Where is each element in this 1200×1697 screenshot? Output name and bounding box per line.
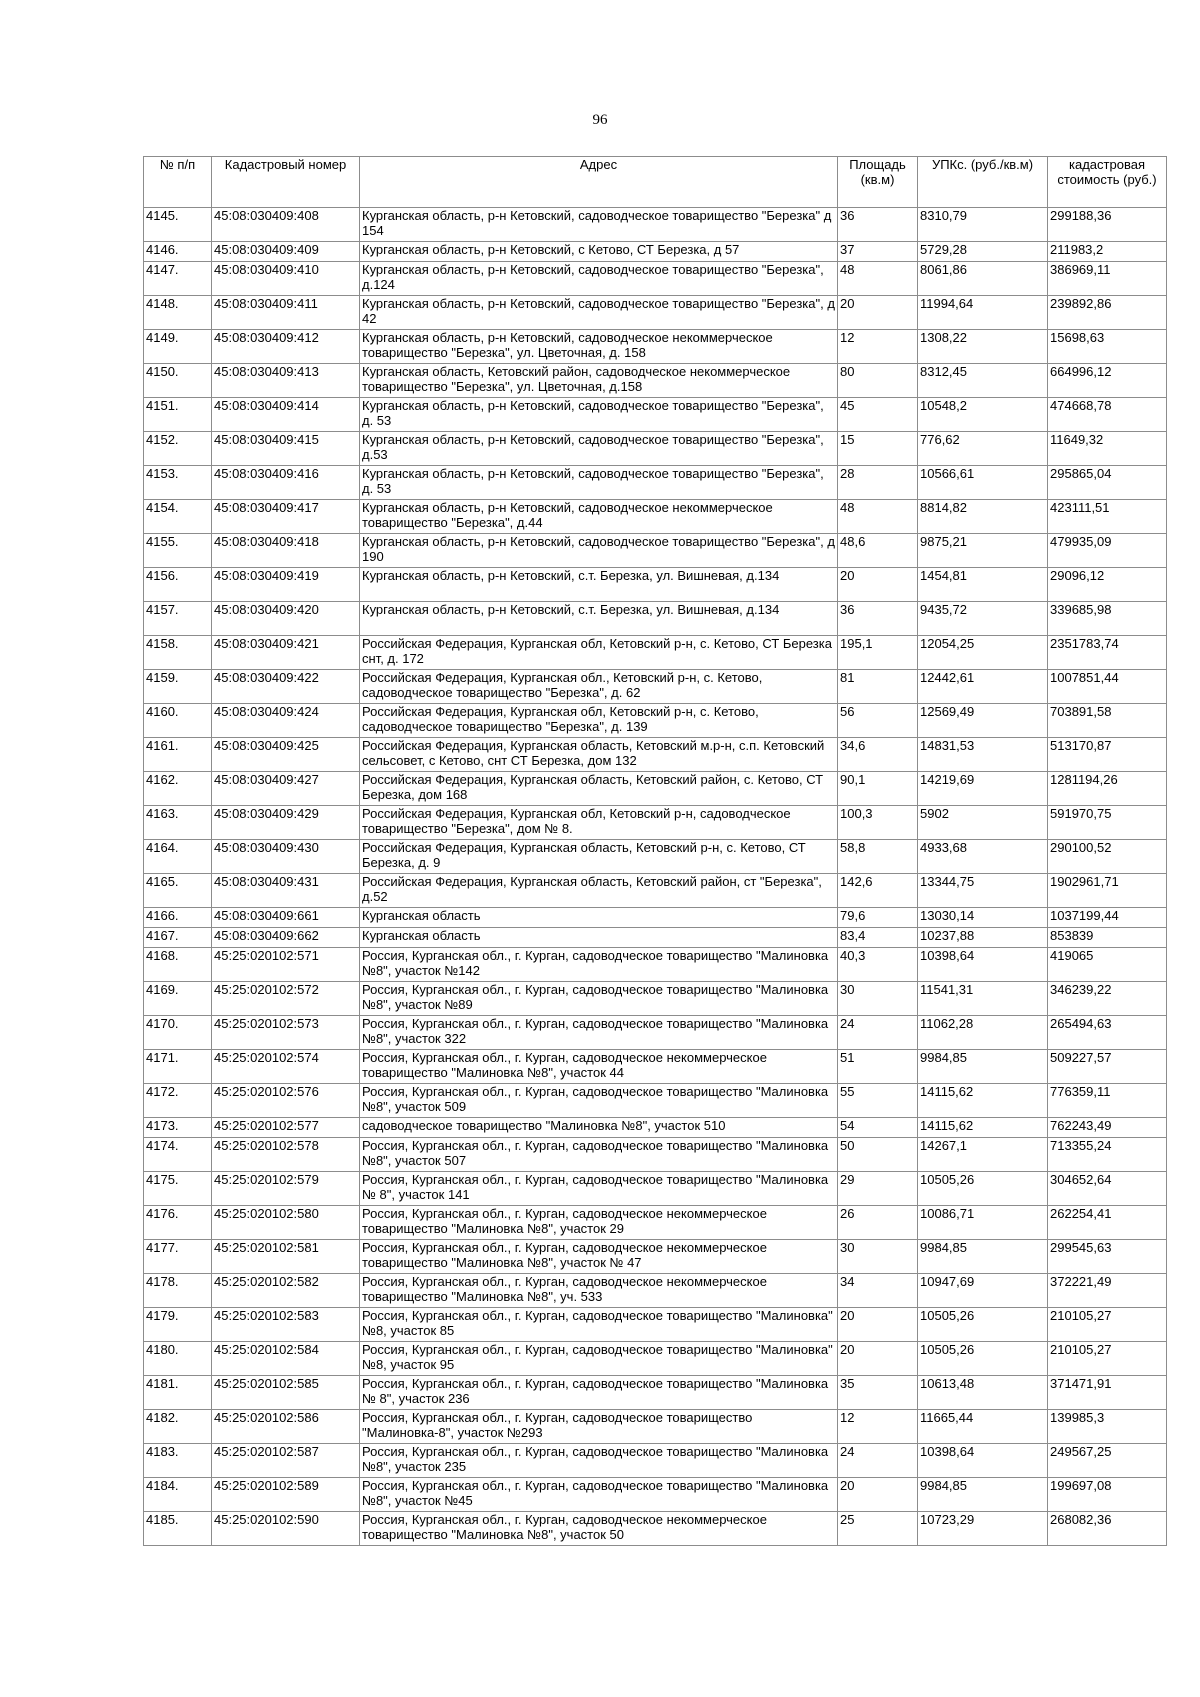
table-row [144, 1308, 1167, 1342]
table-row [144, 398, 1167, 432]
cell-cadastral-value: 776359,11 [1048, 1084, 1167, 1118]
cell-cadastral-value: 664996,12 [1048, 364, 1167, 398]
cell-row-index: 4152. [144, 432, 212, 466]
cell-upks: 12442,61 [918, 670, 1048, 704]
cell-upks: 11994,64 [918, 296, 1048, 330]
cell-cadastral-value: 703891,58 [1048, 704, 1167, 738]
page-number: 96 [592, 112, 608, 128]
cell-upks: 11541,31 [918, 982, 1048, 1016]
cell-row-index: 4165. [144, 874, 212, 908]
cell-area: 40,3 [838, 948, 918, 982]
cell-cadastral-value: 1902961,71 [1048, 874, 1167, 908]
cell-area: 25 [838, 1512, 918, 1546]
cell-area: 50 [838, 1138, 918, 1172]
cell-address: Россия, Курганская обл., г. Курган, садоводческое товарищество "Малиновка №8", участок 235 [360, 1444, 838, 1478]
cell-area: 51 [838, 1050, 918, 1084]
cell-cadastral-number: 45:25:020102:581 [212, 1240, 360, 1274]
cell-upks: 10398,64 [918, 948, 1048, 982]
table-row [144, 296, 1167, 330]
cell-cadastral-number: 45:08:030409:410 [212, 262, 360, 296]
cell-area: 34,6 [838, 738, 918, 772]
cell-upks: 10566,61 [918, 466, 1048, 500]
cell-cadastral-number: 45:08:030409:422 [212, 670, 360, 704]
cell-address: Российская Федерация, Курганская обл, Кетовский р-н, с. Кетово, садоводческое товарищество "Березка", д. 139 [360, 704, 838, 738]
table-header-row [144, 157, 1167, 208]
cell-cadastral-value: 591970,75 [1048, 806, 1167, 840]
cell-cadastral-number: 45:08:030409:418 [212, 534, 360, 568]
cell-address: Курганская область, р-н Кетовский, садоводческое товарищество "Березка", д. 53 [360, 466, 838, 500]
cell-area: 142,6 [838, 874, 918, 908]
cell-cadastral-value: 199697,08 [1048, 1478, 1167, 1512]
table-row [144, 1342, 1167, 1376]
header-address: Адрес [360, 157, 838, 208]
cell-row-index: 4184. [144, 1478, 212, 1512]
cell-area: 55 [838, 1084, 918, 1118]
cell-cadastral-number: 45:25:020102:587 [212, 1444, 360, 1478]
cell-area: 54 [838, 1118, 918, 1138]
cell-area: 56 [838, 704, 918, 738]
header-upks: УПКс. (руб./кв.м) [918, 157, 1048, 208]
cell-row-index: 4182. [144, 1410, 212, 1444]
cell-address: Курганская область, р-н Кетовский, садоводческое товарищество "Березка", д.124 [360, 262, 838, 296]
cell-cadastral-value: 1281194,26 [1048, 772, 1167, 806]
cell-address: Курганская область, р-н Кетовский, садоводческое товарищество "Березка", д.53 [360, 432, 838, 466]
cell-row-index: 4171. [144, 1050, 212, 1084]
cell-upks: 10398,64 [918, 1444, 1048, 1478]
cell-upks: 11062,28 [918, 1016, 1048, 1050]
cell-row-index: 4181. [144, 1376, 212, 1410]
cell-address: Россия, Курганская обл., г. Курган, садоводческое товарищество "Малиновка №8", участок 509 [360, 1084, 838, 1118]
cell-area: 12 [838, 1410, 918, 1444]
cell-address: Курганская область, р-н Кетовский, садоводческое некоммерческое товарищество "Березка", д.44 [360, 500, 838, 534]
cell-address: Российская Федерация, Курганская область, Кетовский р-н, с. Кетово, СТ Березка, д. 9 [360, 840, 838, 874]
cell-cadastral-value: 29096,12 [1048, 568, 1167, 602]
cell-cadastral-value: 853839 [1048, 928, 1167, 948]
cell-cadastral-number: 45:25:020102:586 [212, 1410, 360, 1444]
cell-area: 20 [838, 296, 918, 330]
cell-cadastral-value: 371471,91 [1048, 1376, 1167, 1410]
table-row [144, 704, 1167, 738]
cell-upks: 8061,86 [918, 262, 1048, 296]
cell-cadastral-number: 45:08:030409:409 [212, 242, 360, 262]
table-row [144, 330, 1167, 364]
cell-row-index: 4176. [144, 1206, 212, 1240]
cell-upks: 13030,14 [918, 908, 1048, 928]
cell-cadastral-value: 239892,86 [1048, 296, 1167, 330]
cell-address: Курганская область, р-н Кетовский, садоводческое товарищество "Березка" д 154 [360, 208, 838, 242]
cell-row-index: 4166. [144, 908, 212, 928]
table-row [144, 602, 1167, 636]
cell-cadastral-number: 45:25:020102:572 [212, 982, 360, 1016]
cell-cadastral-number: 45:25:020102:577 [212, 1118, 360, 1138]
cell-area: 12 [838, 330, 918, 364]
cell-cadastral-value: 265494,63 [1048, 1016, 1167, 1050]
cell-area: 100,3 [838, 806, 918, 840]
cell-row-index: 4145. [144, 208, 212, 242]
cell-area: 20 [838, 1478, 918, 1512]
cell-address: Курганская область, р-н Кетовский, с.т. Березка, ул. Вишневая, д.134 [360, 568, 838, 602]
cell-area: 58,8 [838, 840, 918, 874]
cell-cadastral-number: 45:08:030409:430 [212, 840, 360, 874]
cell-cadastral-value: 2351783,74 [1048, 636, 1167, 670]
table-row [144, 1376, 1167, 1410]
cell-cadastral-value: 419065 [1048, 948, 1167, 982]
table-row [144, 466, 1167, 500]
cell-upks: 10723,29 [918, 1512, 1048, 1546]
cell-row-index: 4159. [144, 670, 212, 704]
cell-address: Россия, Курганская обл., г. Курган, садоводческое товарищество "Малиновка № 8", участок 141 [360, 1172, 838, 1206]
cell-row-index: 4185. [144, 1512, 212, 1546]
cell-cadastral-value: 210105,27 [1048, 1342, 1167, 1376]
cell-upks: 10505,26 [918, 1308, 1048, 1342]
cell-cadastral-number: 45:25:020102:589 [212, 1478, 360, 1512]
table-row [144, 1410, 1167, 1444]
table-row [144, 928, 1167, 948]
cell-cadastral-number: 45:08:030409:415 [212, 432, 360, 466]
cell-address: Россия, Курганская обл., г. Курган, садоводческое некоммерческое товарищество "Малиновка №8", уч. 533 [360, 1274, 838, 1308]
table-row [144, 500, 1167, 534]
table-row [144, 1118, 1167, 1138]
cell-address: Россия, Курганская обл., г. Курган, садоводческое некоммерческое товарищество "Малиновка №8", участок 44 [360, 1050, 838, 1084]
table-row [144, 208, 1167, 242]
cell-area: 20 [838, 568, 918, 602]
cell-cadastral-value: 210105,27 [1048, 1308, 1167, 1342]
cell-address: Курганская область [360, 908, 838, 928]
table-row [144, 772, 1167, 806]
table-row [144, 670, 1167, 704]
cell-cadastral-number: 45:25:020102:583 [212, 1308, 360, 1342]
cell-area: 20 [838, 1342, 918, 1376]
cell-cadastral-number: 45:25:020102:580 [212, 1206, 360, 1240]
cell-address: садоводческое товарищество "Малиновка №8", участок 510 [360, 1118, 838, 1138]
table-row [144, 1016, 1167, 1050]
cell-row-index: 4161. [144, 738, 212, 772]
cell-area: 45 [838, 398, 918, 432]
cell-address: Россия, Курганская обл., г. Курган, садоводческое товарищество "Малиновка №8", участок 507 [360, 1138, 838, 1172]
cell-cadastral-value: 1007851,44 [1048, 670, 1167, 704]
cell-cadastral-number: 45:25:020102:574 [212, 1050, 360, 1084]
cell-upks: 1454,81 [918, 568, 1048, 602]
table-row [144, 262, 1167, 296]
cell-cadastral-value: 295865,04 [1048, 466, 1167, 500]
cell-upks: 4933,68 [918, 840, 1048, 874]
cell-area: 24 [838, 1016, 918, 1050]
table-row [144, 568, 1167, 602]
cell-cadastral-value: 299188,36 [1048, 208, 1167, 242]
cell-cadastral-number: 45:08:030409:419 [212, 568, 360, 602]
cell-cadastral-value: 713355,24 [1048, 1138, 1167, 1172]
cell-area: 79,6 [838, 908, 918, 928]
cell-upks: 10086,71 [918, 1206, 1048, 1240]
cell-cadastral-value: 11649,32 [1048, 432, 1167, 466]
cell-row-index: 4168. [144, 948, 212, 982]
cell-cadastral-number: 45:08:030409:420 [212, 602, 360, 636]
cell-row-index: 4167. [144, 928, 212, 948]
cell-cadastral-number: 45:08:030409:431 [212, 874, 360, 908]
cell-row-index: 4148. [144, 296, 212, 330]
cell-row-index: 4160. [144, 704, 212, 738]
cell-address: Курганская область, р-н Кетовский, с.т. Березка, ул. Вишневая, д.134 [360, 602, 838, 636]
cell-area: 24 [838, 1444, 918, 1478]
cell-row-index: 4180. [144, 1342, 212, 1376]
cell-cadastral-number: 45:25:020102:578 [212, 1138, 360, 1172]
cell-address: Россия, Курганская обл., г. Курган, садоводческое товарищество "Малиновка" №8, участок 95 [360, 1342, 838, 1376]
cell-cadastral-number: 45:08:030409:661 [212, 908, 360, 928]
cell-area: 29 [838, 1172, 918, 1206]
cell-upks: 776,62 [918, 432, 1048, 466]
cell-cadastral-number: 45:08:030409:425 [212, 738, 360, 772]
cell-upks: 10947,69 [918, 1274, 1048, 1308]
cell-upks: 14219,69 [918, 772, 1048, 806]
cell-upks: 14267,1 [918, 1138, 1048, 1172]
cell-cadastral-number: 45:25:020102:573 [212, 1016, 360, 1050]
cell-address: Россия, Курганская обл., г. Курган, садоводческое некоммерческое товарищество "Малиновка №8", участок № 47 [360, 1240, 838, 1274]
table-row [144, 364, 1167, 398]
cell-address: Курганская область, р-н Кетовский, садоводческое товарищество "Березка", д 42 [360, 296, 838, 330]
cell-upks: 8814,82 [918, 500, 1048, 534]
cell-upks: 5729,28 [918, 242, 1048, 262]
cell-cadastral-number: 45:08:030409:408 [212, 208, 360, 242]
cell-cadastral-value: 211983,2 [1048, 242, 1167, 262]
cell-row-index: 4150. [144, 364, 212, 398]
cell-row-index: 4164. [144, 840, 212, 874]
cell-cadastral-number: 45:08:030409:421 [212, 636, 360, 670]
table-row [144, 948, 1167, 982]
cell-cadastral-value: 372221,49 [1048, 1274, 1167, 1308]
cell-row-index: 4163. [144, 806, 212, 840]
cell-area: 20 [838, 1308, 918, 1342]
cell-row-index: 4170. [144, 1016, 212, 1050]
cell-area: 195,1 [838, 636, 918, 670]
cell-address: Курганская область, р-н Кетовский, садоводческое товарищество "Березка", д. 53 [360, 398, 838, 432]
cell-upks: 10505,26 [918, 1342, 1048, 1376]
cell-address: Курганская область, р-н Кетовский, с Кетово, СТ Березка, д 57 [360, 242, 838, 262]
table-row [144, 1274, 1167, 1308]
cell-cadastral-number: 45:25:020102:584 [212, 1342, 360, 1376]
cell-cadastral-value: 513170,87 [1048, 738, 1167, 772]
cell-address: Российская Федерация, Курганская обл., Кетовский р-н, с. Кетово, садоводческое товарищество "Березка", д. 62 [360, 670, 838, 704]
cell-cadastral-value: 474668,78 [1048, 398, 1167, 432]
cell-area: 28 [838, 466, 918, 500]
cell-cadastral-number: 45:25:020102:582 [212, 1274, 360, 1308]
cell-row-index: 4175. [144, 1172, 212, 1206]
cell-upks: 14831,53 [918, 738, 1048, 772]
cell-cadastral-value: 299545,63 [1048, 1240, 1167, 1274]
cell-address: Россия, Курганская обл., г. Курган, садоводческое товарищество "Малиновка" №8, участок 85 [360, 1308, 838, 1342]
cell-address: Россия, Курганская обл., г. Курган, садоводческое товарищество "Малиновка №8", участок №142 [360, 948, 838, 982]
cell-cadastral-value: 339685,98 [1048, 602, 1167, 636]
table-row [144, 1512, 1167, 1546]
cell-cadastral-number: 45:25:020102:579 [212, 1172, 360, 1206]
cell-address: Россия, Курганская обл., г. Курган, садоводческое товарищество "Малиновка №8", участок №45 [360, 1478, 838, 1512]
cell-cadastral-number: 45:08:030409:427 [212, 772, 360, 806]
table-row [144, 1240, 1167, 1274]
cell-area: 90,1 [838, 772, 918, 806]
cell-row-index: 4162. [144, 772, 212, 806]
cell-cadastral-number: 45:25:020102:576 [212, 1084, 360, 1118]
cell-row-index: 4157. [144, 602, 212, 636]
cell-address: Россия, Курганская обл., г. Курган, садоводческое товарищество "Малиновка № 8", участок 236 [360, 1376, 838, 1410]
table-row [144, 242, 1167, 262]
cell-address: Российская Федерация, Курганская область, Кетовский район, с. Кетово, СТ Березка, дом 168 [360, 772, 838, 806]
cell-cadastral-number: 45:08:030409:411 [212, 296, 360, 330]
table-row [144, 1444, 1167, 1478]
cell-row-index: 4156. [144, 568, 212, 602]
cell-area: 80 [838, 364, 918, 398]
cell-cadastral-value: 762243,49 [1048, 1118, 1167, 1138]
cell-upks: 10548,2 [918, 398, 1048, 432]
cell-upks: 12054,25 [918, 636, 1048, 670]
cell-area: 30 [838, 1240, 918, 1274]
cell-row-index: 4183. [144, 1444, 212, 1478]
cell-row-index: 4178. [144, 1274, 212, 1308]
cell-upks: 11665,44 [918, 1410, 1048, 1444]
cell-upks: 9875,21 [918, 534, 1048, 568]
cell-cadastral-value: 386969,11 [1048, 262, 1167, 296]
table-row [144, 1172, 1167, 1206]
table-row [144, 982, 1167, 1016]
cell-upks: 9435,72 [918, 602, 1048, 636]
cell-cadastral-value: 423111,51 [1048, 500, 1167, 534]
cell-cadastral-value: 304652,64 [1048, 1172, 1167, 1206]
cell-cadastral-number: 45:08:030409:429 [212, 806, 360, 840]
cell-address: Курганская область [360, 928, 838, 948]
cell-row-index: 4149. [144, 330, 212, 364]
cell-cadastral-value: 15698,63 [1048, 330, 1167, 364]
cell-upks: 14115,62 [918, 1084, 1048, 1118]
cell-upks: 9984,85 [918, 1050, 1048, 1084]
cell-area: 48 [838, 500, 918, 534]
cell-address: Россия, Курганская обл., г. Курган, садоводческое товарищество "Малиновка №8", участок №89 [360, 982, 838, 1016]
cell-cadastral-number: 45:08:030409:413 [212, 364, 360, 398]
table-row [144, 1050, 1167, 1084]
cell-cadastral-value: 290100,52 [1048, 840, 1167, 874]
cell-address: Россия, Курганская обл., г. Курган, садоводческое товарищество "Малиновка-8", участок №293 [360, 1410, 838, 1444]
cell-address: Курганская область, р-н Кетовский, садоводческое некоммерческое товарищество "Березка", ул. Цветочная, д. 158 [360, 330, 838, 364]
cell-area: 81 [838, 670, 918, 704]
table-row [144, 806, 1167, 840]
cell-row-index: 4155. [144, 534, 212, 568]
cell-upks: 1308,22 [918, 330, 1048, 364]
cell-upks: 13344,75 [918, 874, 1048, 908]
cell-upks: 5902 [918, 806, 1048, 840]
cell-address: Курганская область, Кетовский район, садоводческое некоммерческое товарищество "Березка", ул. Цветочная, д.158 [360, 364, 838, 398]
cell-cadastral-number: 45:25:020102:571 [212, 948, 360, 982]
cell-upks: 8312,45 [918, 364, 1048, 398]
cell-row-index: 4153. [144, 466, 212, 500]
cell-cadastral-value: 249567,25 [1048, 1444, 1167, 1478]
cell-row-index: 4174. [144, 1138, 212, 1172]
cell-row-index: 4179. [144, 1308, 212, 1342]
cell-area: 15 [838, 432, 918, 466]
cell-area: 37 [838, 242, 918, 262]
cell-row-index: 4173. [144, 1118, 212, 1138]
cell-upks: 10505,26 [918, 1172, 1048, 1206]
cell-upks: 9984,85 [918, 1240, 1048, 1274]
cell-cadastral-number: 45:08:030409:412 [212, 330, 360, 364]
cadastral-table [143, 156, 1167, 1546]
cell-row-index: 4154. [144, 500, 212, 534]
cell-area: 48 [838, 262, 918, 296]
table-row [144, 840, 1167, 874]
cell-cadastral-number: 45:08:030409:662 [212, 928, 360, 948]
cell-upks: 12569,49 [918, 704, 1048, 738]
cell-cadastral-value: 509227,57 [1048, 1050, 1167, 1084]
cell-cadastral-number: 45:25:020102:585 [212, 1376, 360, 1410]
cell-upks: 14115,62 [918, 1118, 1048, 1138]
cell-cadastral-value: 346239,22 [1048, 982, 1167, 1016]
cell-cadastral-number: 45:08:030409:424 [212, 704, 360, 738]
header-cadastral-value: кадастровая стоимость (руб.) [1048, 157, 1167, 208]
header-area: Площадь (кв.м) [838, 157, 918, 208]
table-row [144, 1084, 1167, 1118]
table-row [144, 874, 1167, 908]
cell-cadastral-number: 45:08:030409:417 [212, 500, 360, 534]
cell-area: 36 [838, 602, 918, 636]
cell-cadastral-value: 139985,3 [1048, 1410, 1167, 1444]
header-cadastral-number: Кадастровый номер [212, 157, 360, 208]
cell-upks: 10237,88 [918, 928, 1048, 948]
cell-cadastral-number: 45:08:030409:416 [212, 466, 360, 500]
cell-area: 36 [838, 208, 918, 242]
cell-cadastral-number: 45:25:020102:590 [212, 1512, 360, 1546]
table-row [144, 1478, 1167, 1512]
cell-area: 83,4 [838, 928, 918, 948]
cell-row-index: 4146. [144, 242, 212, 262]
cell-row-index: 4177. [144, 1240, 212, 1274]
cell-address: Российская Федерация, Курганская область, Кетовский район, ст "Березка", д.52 [360, 874, 838, 908]
table-row [144, 908, 1167, 928]
table-row [144, 534, 1167, 568]
cell-row-index: 4169. [144, 982, 212, 1016]
cell-upks: 10613,48 [918, 1376, 1048, 1410]
table-row [144, 1206, 1167, 1240]
cell-address: Российская Федерация, Курганская обл, Кетовский р-н, садоводческое товарищество "Березка", дом № 8. [360, 806, 838, 840]
cell-area: 26 [838, 1206, 918, 1240]
cell-row-index: 4147. [144, 262, 212, 296]
cell-upks: 8310,79 [918, 208, 1048, 242]
cell-address: Российская Федерация, Курганская область, Кетовский м.р-н, с.п. Кетовский сельсовет, с Кетово, снт СТ Березка, дом 132 [360, 738, 838, 772]
cell-area: 48,6 [838, 534, 918, 568]
cell-address: Российская Федерация, Курганская обл, Кетовский р-н, с. Кетово, СТ Березка снт, д. 172 [360, 636, 838, 670]
cell-row-index: 4151. [144, 398, 212, 432]
cell-address: Россия, Курганская обл., г. Курган, садоводческое некоммерческое товарищество "Малиновка №8", участок 50 [360, 1512, 838, 1546]
table-row [144, 432, 1167, 466]
cell-row-index: 4158. [144, 636, 212, 670]
cell-address: Россия, Курганская обл., г. Курган, садоводческое некоммерческое товарищество "Малиновка №8", участок 29 [360, 1206, 838, 1240]
table-row [144, 636, 1167, 670]
table-row [144, 1138, 1167, 1172]
header-index: № п/п [144, 157, 212, 208]
cell-cadastral-number: 45:08:030409:414 [212, 398, 360, 432]
cell-cadastral-value: 268082,36 [1048, 1512, 1167, 1546]
cell-cadastral-value: 1037199,44 [1048, 908, 1167, 928]
cell-area: 30 [838, 982, 918, 1016]
cell-cadastral-value: 479935,09 [1048, 534, 1167, 568]
table-row [144, 738, 1167, 772]
cell-address: Россия, Курганская обл., г. Курган, садоводческое товарищество "Малиновка №8", участок 322 [360, 1016, 838, 1050]
cell-area: 34 [838, 1274, 918, 1308]
cell-area: 35 [838, 1376, 918, 1410]
cell-upks: 9984,85 [918, 1478, 1048, 1512]
cell-row-index: 4172. [144, 1084, 212, 1118]
cell-cadastral-value: 262254,41 [1048, 1206, 1167, 1240]
cell-address: Курганская область, р-н Кетовский, садоводческое товарищество "Березка", д 190 [360, 534, 838, 568]
